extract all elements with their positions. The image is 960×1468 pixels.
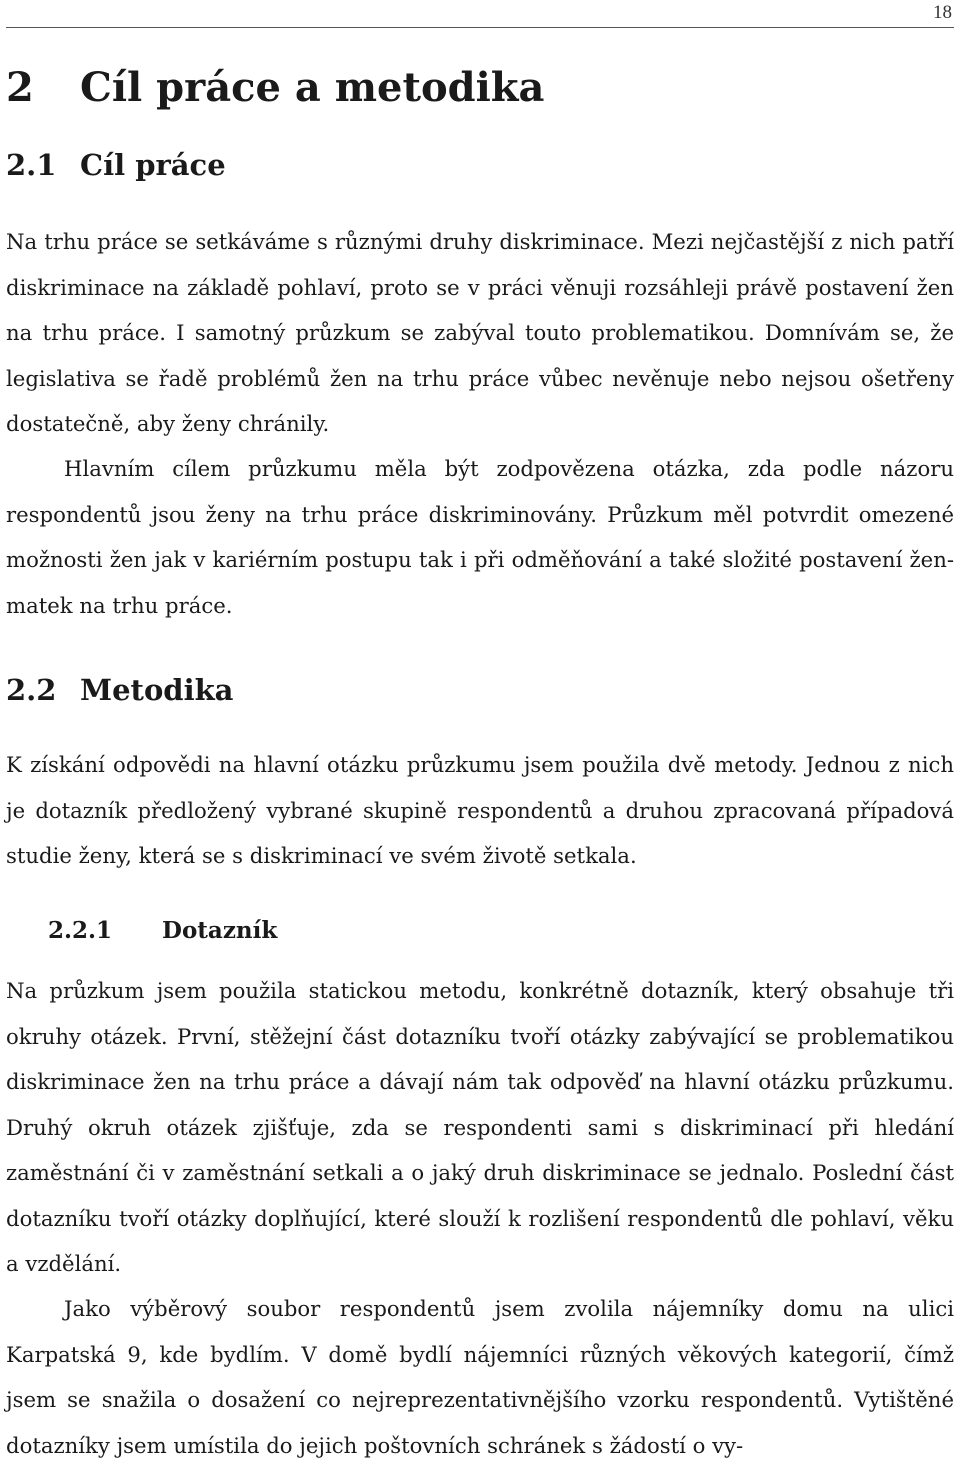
paragraph-cil-2: Hlavním cílem průzkumu měla být zodpovězena otázka, zda podle názoru respondentů jsou ženy na trhu práce diskriminovány. Průzkum měl potvrdit omezené možnosti žen jak v kariérním postupu tak i při odměňování a také složité postavení žen-matek na trhu práce. [6,456,954,618]
section-heading-cil-prace [6,150,226,182]
paragraph-dotaznik-2: Jako výběrový soubor respondentů jsem zvolila nájemníky domu na ulici Karpatská 9, kde bydlím. V domě bydlí nájemníci různých věkových kategorií, čímž jsem se snažila o dosažení co nejreprezentativnějšího vzorku respondentů. Vytištěné dotazníky jsem umístila do jejich poštovních schránek s žádostí o vy- [6,1296,954,1458]
paragraph-dotaznik-1: Na průzkum jsem použila statickou metodu, konkrétně dotazník, který obsahuje tři okruhy otázek. První, stěžejní část dotazníku tvoří otázky zabývající se problematikou diskriminace žen na trhu práce a dávají nám tak odpověď na hlavní otázku průzkumu. Druhý okruh otázek zjišťuje, zda se respondenti sami s diskriminací při hledání zaměstnání či v zaměstnání setkali a o jaký druh diskriminace se jednalo. Poslední část dotazníku tvoří otázky doplňující, které slouží k rozlišení respondentů dle pohlaví, věku a vzdělání. [6,978,954,1276]
page-number: 18 [933,2,952,23]
paragraph-metodika-1: K získání odpovědi na hlavní otázku průzkumu jsem použila dvě metody. Jednou z nich je dotazník předložený vybrané skupině respondentů a druhou zpracovaná případová studie ženy, která se s diskriminací ve svém životě setkala. [6,752,954,868]
subsection-heading-dotaznik [48,918,277,943]
section-title: Cíl práce [80,148,226,182]
section-title: Metodika [80,673,234,707]
chapter-heading [6,66,544,110]
subsection-number: 2.2.1 [48,917,113,944]
chapter-number: 2 [6,64,34,111]
subsection-title: Dotazník [162,917,278,944]
chapter-title: Cíl práce a metodika [80,64,545,111]
section-heading-metodika [6,675,233,707]
paragraph-cil-1: Na trhu práce se setkáváme s různými druhy diskriminace. Mezi nejčastější z nich patří diskriminace na základě pohlaví, proto se v práci věnuji rozsáhleji právě postavení žen na trhu práce. I samotný průzkum se zabýval touto problematikou. Domnívám se, že legislativa se řadě problémů žen na trhu práce vůbec nevěnuje nebo nejsou ošetřeny dostatečně, aby ženy chránily. [6,229,954,436]
section-number: 2.2 [6,673,57,707]
header-rule [6,27,954,28]
section-number: 2.1 [6,148,57,182]
